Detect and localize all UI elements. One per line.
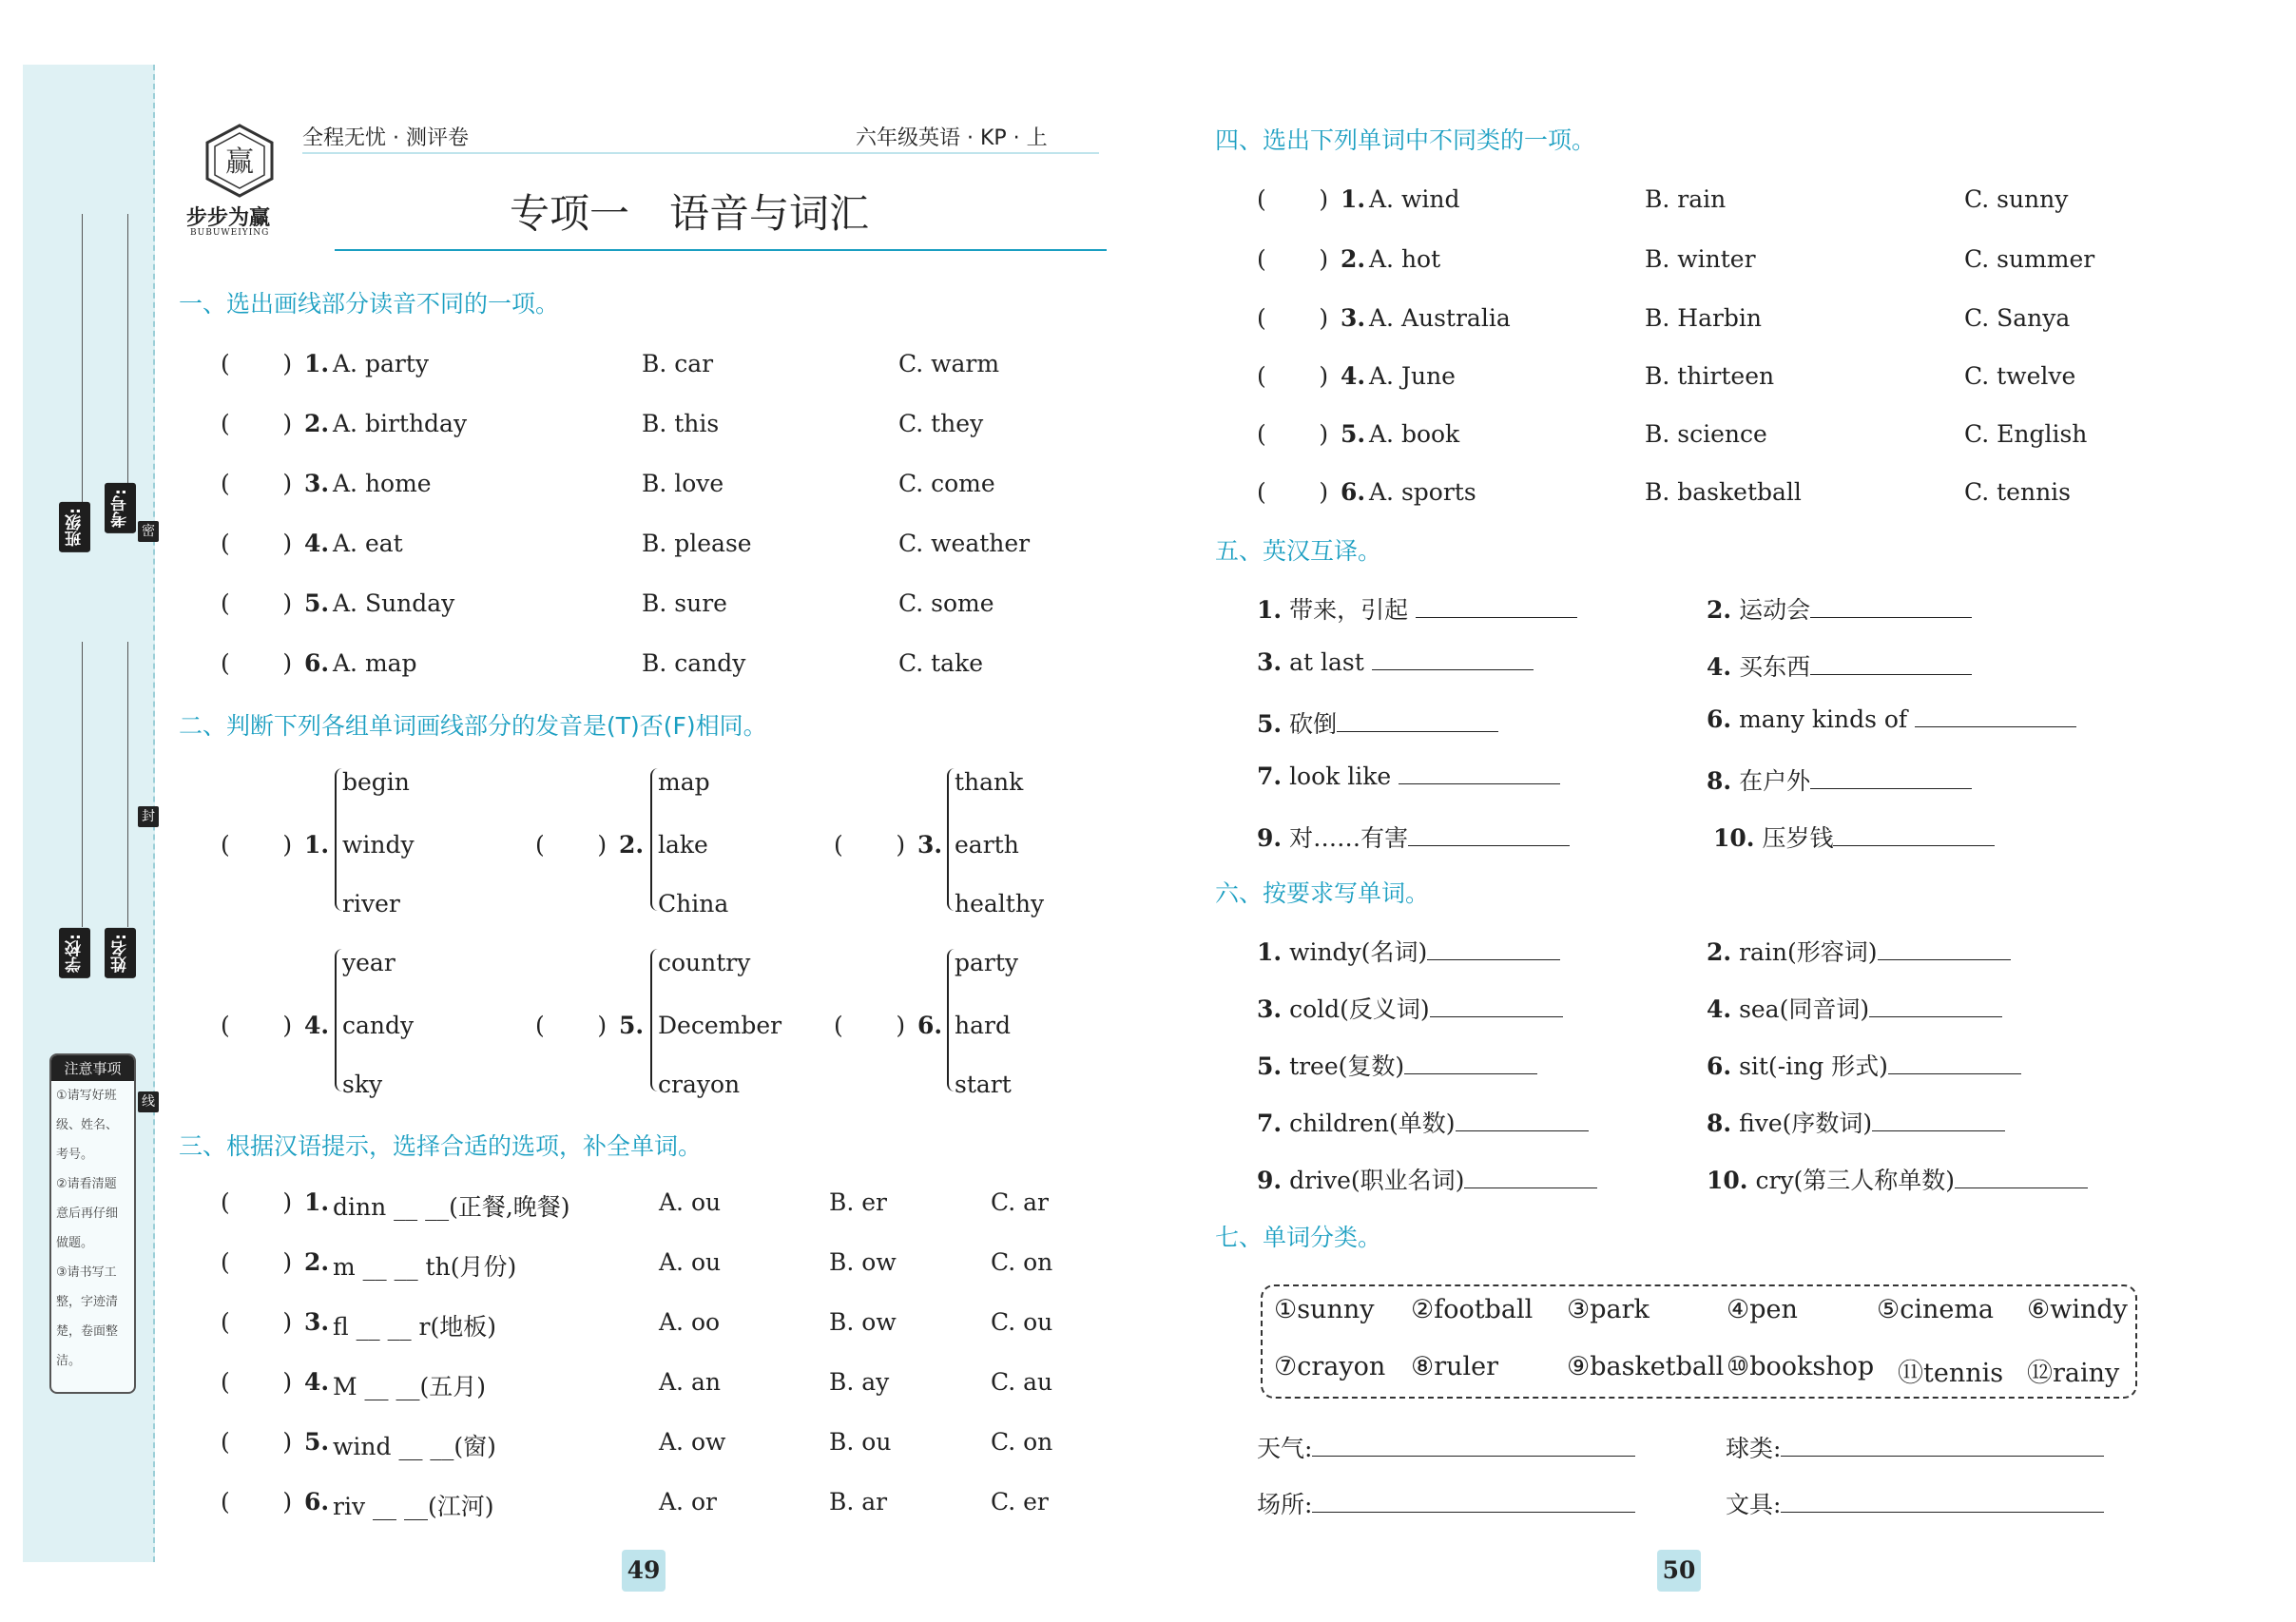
item-text: cry(第三人称单数) — [1755, 1167, 1956, 1194]
question-number: 1. — [1341, 185, 1366, 213]
word-form-item — [1257, 934, 1560, 968]
option-a: A. ow — [659, 1428, 726, 1456]
word-box — [1261, 1284, 2137, 1399]
question-number: 2. — [1707, 938, 1732, 966]
word-item: ③park — [1567, 1295, 1650, 1324]
brace — [947, 768, 955, 911]
word-form-item — [1257, 1048, 1537, 1082]
notes-line: 意后再仔细 — [56, 1207, 119, 1221]
item-text: five(序数词) — [1739, 1110, 1873, 1137]
answer-blank[interactable] — [1430, 995, 1563, 1017]
option-a: A. party — [333, 350, 429, 377]
item-text: look like — [1289, 763, 1392, 790]
answer-blank[interactable] — [1312, 1491, 1635, 1513]
option-c: C. warm — [898, 350, 1000, 377]
question-stem: riv __ __(江河) — [333, 1493, 494, 1520]
translation-item — [1713, 820, 1995, 854]
word-item: ⑫rainy — [2027, 1359, 2120, 1388]
notes-line: ②请看清题 — [56, 1177, 117, 1191]
question-number: 1. — [304, 831, 330, 859]
word-item: ⑦crayon — [1274, 1352, 1386, 1381]
option-b: B. sure — [642, 589, 727, 617]
item-text: 砍倒 — [1289, 710, 1338, 738]
answer-blank[interactable] — [1399, 763, 1560, 784]
answer-paren[interactable]: ( ) — [834, 1012, 906, 1039]
option-c: C. sunny — [1964, 185, 2069, 213]
answer-paren[interactable]: ( ) — [221, 350, 293, 377]
category-stationery — [1726, 1486, 2104, 1520]
option-a: A. Australia — [1369, 304, 1511, 332]
answer-blank[interactable] — [1878, 938, 2011, 960]
option-c: C. twelve — [1964, 362, 2076, 390]
word: hard — [955, 1012, 1011, 1039]
answer-paren[interactable]: ( ) — [221, 1428, 293, 1456]
category-weather — [1257, 1430, 1635, 1464]
question-number: 5. — [1257, 1052, 1283, 1080]
option-a: A. eat — [333, 530, 403, 557]
translation-item — [1257, 591, 1577, 626]
item-text: windy(名词) — [1289, 938, 1428, 966]
translation-item — [1257, 820, 1570, 854]
option-c: C. ar — [991, 1188, 1049, 1216]
word: windy — [342, 831, 415, 859]
answer-paren[interactable]: ( ) — [535, 1012, 608, 1039]
answer-paren[interactable]: ( ) — [221, 649, 293, 677]
option-b: B. ay — [829, 1368, 890, 1396]
option-b: B. ou — [829, 1428, 892, 1456]
answer-blank[interactable] — [1888, 1052, 2021, 1074]
section-5-title: 五、英汉互译。 — [1215, 537, 1382, 565]
answer-paren[interactable]: ( ) — [221, 1308, 293, 1336]
question-number: 7. — [1257, 763, 1283, 790]
word: thank — [955, 768, 1024, 796]
question-number: 3. — [1257, 995, 1283, 1023]
answer-paren[interactable]: ( ) — [1257, 245, 1329, 273]
word-form-item — [1707, 1048, 2021, 1082]
answer-blank[interactable] — [1955, 1167, 2088, 1188]
option-c: C. weather — [898, 530, 1031, 557]
question-number: 4. — [304, 1012, 330, 1039]
exam-no-label: 考号: — [105, 483, 136, 533]
notes-line: ③请书写工 — [56, 1265, 117, 1280]
question-number: 4. — [1707, 653, 1732, 681]
question-number: 2. — [619, 831, 645, 859]
answer-blank[interactable] — [1416, 596, 1577, 618]
question-number: 5. — [304, 1428, 330, 1456]
word: earth — [955, 831, 1019, 859]
word: sky — [342, 1071, 383, 1098]
option-b: B. science — [1645, 420, 1767, 448]
option-b: B. thirteen — [1645, 362, 1775, 390]
notes-box — [49, 1053, 136, 1394]
question-number: 9. — [1257, 1167, 1283, 1194]
notes-line: ①请写好班 — [56, 1089, 117, 1103]
word-item: ⑧ruler — [1411, 1352, 1499, 1381]
option-b: B. love — [642, 470, 724, 497]
option-b: B. ow — [829, 1248, 897, 1276]
answer-paren[interactable]: ( ) — [221, 1368, 293, 1396]
word-item: ⑥windy — [2027, 1295, 2128, 1324]
item-text: 对……有害 — [1289, 824, 1409, 852]
answer-paren[interactable]: ( ) — [221, 410, 293, 437]
answer-paren[interactable]: ( ) — [535, 831, 608, 859]
notes-title: 注意事项 — [51, 1055, 134, 1081]
exam-no-line — [127, 214, 128, 490]
option-b: B. please — [642, 530, 752, 557]
answer-paren[interactable]: ( ) — [1257, 362, 1329, 390]
answer-paren[interactable]: ( ) — [221, 1488, 293, 1516]
question-number: 8. — [1707, 1110, 1732, 1137]
page-title: 专项一 语音与词汇 — [510, 190, 870, 237]
word-form-item — [1707, 1162, 2088, 1196]
notes-line: 洁。 — [56, 1354, 82, 1368]
category-balls — [1726, 1430, 2104, 1464]
option-a: A. home — [333, 470, 432, 497]
category-label: 天气: — [1257, 1435, 1313, 1462]
option-c: C. ou — [991, 1308, 1053, 1336]
word-item: ①sunny — [1274, 1295, 1375, 1324]
question-number: 6. — [304, 1488, 330, 1516]
option-c: C. er — [991, 1488, 1049, 1516]
word-form-item — [1707, 991, 2002, 1025]
answer-paren[interactable]: ( ) — [1257, 420, 1329, 448]
seal-mi: 密 — [138, 521, 159, 542]
word-item: ⑩bookshop — [1727, 1352, 1875, 1381]
answer-blank[interactable] — [1781, 1491, 2104, 1513]
option-a: A. sports — [1369, 478, 1476, 506]
seal-feng: 封 — [138, 806, 159, 827]
word: candy — [342, 1012, 415, 1039]
option-b: B. basketball — [1645, 478, 1802, 506]
answer-blank[interactable] — [1872, 1110, 2005, 1131]
question-number: 8. — [1707, 767, 1732, 795]
section-2-title: 二、判断下列各组单词画线部分的发音是(T)否(F)相同。 — [179, 712, 767, 740]
question-number: 6. — [917, 1012, 943, 1039]
question-stem: wind __ __(窗) — [333, 1433, 496, 1460]
notes-line: 整，字迹清 — [56, 1295, 119, 1309]
answer-blank[interactable] — [1810, 653, 1972, 675]
answer-paren[interactable]: ( ) — [221, 470, 293, 497]
question-stem: m __ __ th(月份) — [333, 1253, 517, 1281]
question-number: 6. — [1707, 705, 1732, 733]
answer-blank[interactable] — [1427, 938, 1560, 960]
question-number: 5. — [1341, 420, 1366, 448]
item-text: sea(同音词) — [1739, 995, 1870, 1023]
brace — [650, 949, 658, 1091]
option-c: C. some — [898, 589, 994, 617]
option-c: C. on — [991, 1248, 1053, 1276]
question-number: 2. — [1707, 596, 1732, 624]
question-number: 4. — [304, 530, 330, 557]
option-a: A. Sunday — [333, 589, 455, 617]
header-rule — [302, 152, 1099, 154]
item-text: tree(复数) — [1289, 1052, 1405, 1080]
word: map — [658, 768, 710, 796]
question-number: 1. — [304, 350, 330, 377]
option-b: B. this — [642, 410, 720, 437]
option-c: C. English — [1964, 420, 2088, 448]
question-stem: dinn __ __(正餐,晚餐) — [333, 1193, 570, 1221]
option-a: A. hot — [1369, 245, 1441, 273]
question-number: 9. — [1257, 824, 1283, 852]
option-c: C. take — [898, 649, 984, 677]
option-a: A. map — [333, 649, 417, 677]
item-text: 在户外 — [1739, 767, 1811, 795]
school-line — [82, 642, 83, 927]
brace — [335, 949, 342, 1091]
answer-blank[interactable] — [1312, 1435, 1635, 1457]
page-number-right: 50 — [1657, 1550, 1701, 1592]
brace — [650, 768, 658, 911]
option-c: C. au — [991, 1368, 1053, 1396]
item-text: 带来，引起 — [1289, 596, 1409, 624]
question-number: 3. — [304, 1308, 330, 1336]
section-1-title: 一、选出画线部分读音不同的一项。 — [179, 290, 560, 318]
answer-blank[interactable] — [1464, 1167, 1597, 1188]
option-a: A. birthday — [333, 410, 468, 437]
answer-blank[interactable] — [1810, 596, 1972, 618]
question-number: 10. — [1713, 824, 1755, 852]
answer-blank[interactable] — [1833, 824, 1995, 846]
answer-blank[interactable] — [1915, 705, 2076, 727]
option-a: A. June — [1369, 362, 1456, 390]
translation-item — [1257, 705, 1498, 740]
option-a: A. ou — [659, 1248, 722, 1276]
translation-item — [1707, 591, 1972, 626]
option-a: A. book — [1369, 420, 1460, 448]
grade-label: 六年级英语 · KP · 上 — [856, 126, 1048, 150]
seal-xian: 线 — [138, 1091, 159, 1112]
logo-text: 步步为赢 — [186, 206, 271, 230]
word-item: ⑨basketball — [1567, 1352, 1725, 1381]
name-line — [127, 642, 128, 927]
question-number: 5. — [1257, 710, 1283, 738]
translation-item — [1707, 763, 1972, 797]
word-form-item — [1257, 1105, 1589, 1139]
section-6-title: 六、按要求写单词。 — [1215, 879, 1430, 907]
word-form-item — [1257, 991, 1563, 1025]
word-item: ⑪tennis — [1898, 1359, 2004, 1388]
question-stem: M __ __(五月) — [333, 1373, 486, 1400]
class-label: 班级: — [59, 502, 90, 552]
answer-blank[interactable] — [1408, 824, 1570, 846]
translation-item — [1707, 648, 1972, 683]
brace — [947, 949, 955, 1091]
word: country — [658, 949, 751, 976]
word-form-item — [1707, 1105, 2005, 1139]
item-text: many kinds of — [1739, 705, 1908, 733]
class-line — [82, 214, 83, 509]
question-number: 2. — [304, 410, 330, 437]
page-number-left: 49 — [622, 1550, 666, 1592]
option-c: C. come — [898, 470, 995, 497]
answer-blank[interactable] — [1337, 710, 1498, 732]
option-b: B. ar — [829, 1488, 888, 1516]
question-number: 10. — [1707, 1167, 1748, 1194]
option-b: B. winter — [1645, 245, 1756, 273]
option-b: B. rain — [1645, 185, 1727, 213]
question-number: 2. — [304, 1248, 330, 1276]
answer-paren[interactable]: ( ) — [221, 530, 293, 557]
option-c: C. tennis — [1964, 478, 2071, 506]
word: lake — [658, 831, 708, 859]
option-a: A. wind — [1369, 185, 1460, 213]
notes-line: 楚，卷面整 — [56, 1324, 119, 1339]
title-rule — [335, 249, 1107, 251]
answer-paren[interactable]: ( ) — [221, 1188, 293, 1216]
word: year — [342, 949, 396, 976]
answer-blank[interactable] — [1456, 1110, 1589, 1131]
question-number: 3. — [1341, 304, 1366, 332]
question-number: 4. — [1341, 362, 1366, 390]
option-b: B. car — [642, 350, 714, 377]
question-number: 1. — [304, 1188, 330, 1216]
word: healthy — [955, 890, 1045, 917]
answer-blank[interactable] — [1810, 767, 1972, 789]
logo-sub: BUBUWEIYING — [190, 228, 270, 238]
item-text: children(单数) — [1289, 1110, 1456, 1137]
question-number: 5. — [619, 1012, 645, 1039]
question-number: 6. — [1341, 478, 1366, 506]
question-stem: fl __ __ r(地板) — [333, 1313, 496, 1341]
svg-text:赢: 赢 — [225, 145, 254, 179]
answer-paren[interactable]: ( ) — [834, 831, 906, 859]
question-number: 3. — [304, 470, 330, 497]
option-c: C. they — [898, 410, 984, 437]
word-form-item — [1257, 1162, 1597, 1196]
category-places — [1257, 1486, 1635, 1520]
answer-paren[interactable]: ( ) — [1257, 478, 1329, 506]
question-number: 4. — [304, 1368, 330, 1396]
name-label: 姓名: — [105, 928, 136, 978]
brace — [335, 768, 342, 911]
answer-paren[interactable]: ( ) — [221, 1248, 293, 1276]
word-form-item — [1707, 934, 2011, 968]
logo-icon — [202, 122, 278, 200]
question-number: 3. — [1257, 648, 1283, 676]
notes-line: 考号。 — [56, 1148, 94, 1162]
answer-paren[interactable]: ( ) — [221, 1012, 293, 1039]
series-name: 全程无忧 · 测评卷 — [302, 126, 469, 150]
word: river — [342, 890, 400, 917]
option-b: B. ow — [829, 1308, 897, 1336]
option-c: C. summer — [1964, 245, 2095, 273]
item-text: 运动会 — [1739, 596, 1811, 624]
option-c: C. Sanya — [1964, 304, 2071, 332]
item-text: at last — [1289, 648, 1364, 676]
option-b: B. Harbin — [1645, 304, 1763, 332]
question-number: 4. — [1707, 995, 1732, 1023]
item-text: cold(反义词) — [1289, 995, 1430, 1023]
item-text: sit(-ing 形式) — [1739, 1052, 1888, 1080]
section-7-title: 七、单词分类。 — [1215, 1224, 1382, 1251]
option-b: B. candy — [642, 649, 746, 677]
word: party — [955, 949, 1019, 976]
answer-paren[interactable]: ( ) — [221, 831, 293, 859]
answer-paren[interactable]: ( ) — [221, 589, 293, 617]
word: December — [658, 1012, 782, 1039]
item-text: 压岁钱 — [1762, 824, 1834, 852]
question-number: 1. — [1257, 938, 1283, 966]
answer-blank[interactable] — [1781, 1435, 2104, 1457]
category-label: 球类: — [1726, 1435, 1782, 1462]
translation-item — [1257, 648, 1534, 676]
question-number: 6. — [304, 649, 330, 677]
category-label: 场所: — [1257, 1491, 1313, 1518]
word-item: ②football — [1411, 1295, 1534, 1324]
category-label: 文具: — [1726, 1491, 1782, 1518]
word: begin — [342, 768, 410, 796]
item-text: rain(形容词) — [1739, 938, 1878, 966]
question-number: 3. — [917, 831, 943, 859]
question-number: 7. — [1257, 1110, 1283, 1137]
translation-item — [1257, 763, 1560, 790]
notes-line: 做题。 — [56, 1236, 94, 1250]
answer-blank[interactable] — [1372, 648, 1534, 670]
option-a: A. oo — [659, 1308, 721, 1336]
word: crayon — [658, 1071, 741, 1098]
answer-paren[interactable]: ( ) — [1257, 185, 1329, 213]
word-item: ⑤cinema — [1877, 1295, 1995, 1324]
translation-item — [1707, 705, 2076, 733]
notes-line: 级、姓名、 — [56, 1118, 119, 1132]
option-a: A. ou — [659, 1188, 722, 1216]
school-label: 学校: — [59, 928, 90, 978]
option-b: B. er — [829, 1188, 888, 1216]
item-text: 买东西 — [1739, 653, 1811, 681]
item-text: drive(职业名词) — [1289, 1167, 1465, 1194]
word-item: ④pen — [1727, 1295, 1798, 1324]
answer-blank[interactable] — [1869, 995, 2002, 1017]
word: China — [658, 890, 729, 917]
question-number: 5. — [304, 589, 330, 617]
question-number: 2. — [1341, 245, 1366, 273]
question-number: 1. — [1257, 596, 1283, 624]
answer-blank[interactable] — [1404, 1052, 1537, 1074]
section-4-title: 四、选出下列单词中不同类的一项。 — [1215, 126, 1596, 154]
option-c: C. on — [991, 1428, 1053, 1456]
section-3-title: 三、根据汉语提示，选择合适的选项，补全单词。 — [179, 1132, 703, 1160]
option-a: A. an — [659, 1368, 721, 1396]
word: start — [955, 1071, 1012, 1098]
question-number: 6. — [1707, 1052, 1732, 1080]
answer-paren[interactable]: ( ) — [1257, 304, 1329, 332]
option-a: A. or — [659, 1488, 717, 1516]
